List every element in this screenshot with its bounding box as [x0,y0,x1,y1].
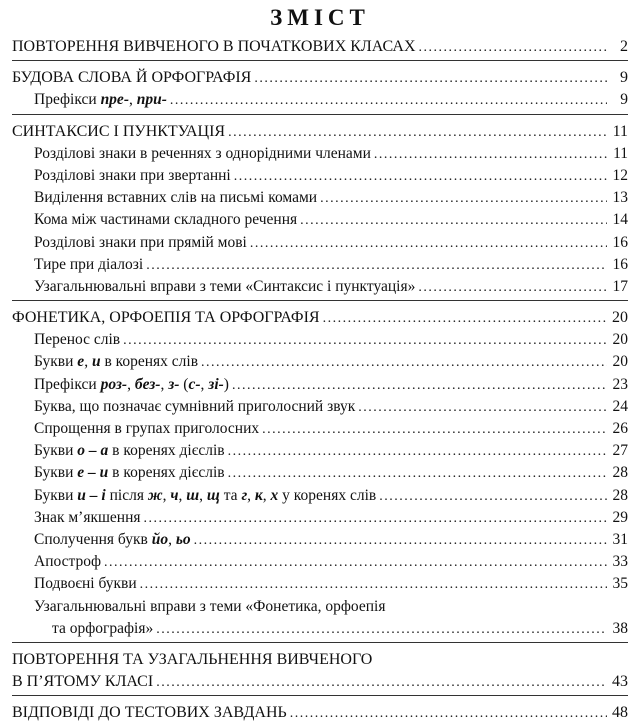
leader-dots [419,37,607,59]
toc-entry-italic: ч [170,486,179,504]
toc-entry-text: В П’ЯТОМУ КЛАСІ [12,673,154,691]
leader-dots [374,144,607,166]
toc-entry-italic: о – а [77,442,109,460]
toc-entry-italic: без- [134,375,161,393]
toc-entry-italic: при- [136,91,167,109]
toc-entry-text: Букви е, и в коренях слів [34,353,199,371]
toc-entry-italic: с- [188,375,201,393]
toc-page-number: 11 [612,122,628,140]
leader-dots [418,277,607,299]
toc-item[interactable] [12,440,628,462]
toc-entry-text: Префікси роз-, без-, з- (с-, зі-) [34,375,229,393]
toc-entry-text: Знак м’якшення [34,508,141,526]
leader-dots [262,419,607,441]
toc-item[interactable] [12,462,628,484]
leader-dots [144,508,607,530]
toc-item[interactable] [12,374,628,396]
toc-item[interactable] [12,209,628,231]
toc-section[interactable] [12,702,628,724]
toc-entry-italic: и – і [77,486,106,504]
toc-entry-italic: е [77,353,85,371]
toc-entry-text: Апостроф [34,553,102,571]
leader-dots [123,330,607,352]
divider [12,695,628,696]
leader-dots [320,188,607,210]
toc-entry-text: Узагальнювальні вправи з теми «Синтаксис і пунктуація» [34,277,416,295]
toc-page-number: 38 [612,619,628,637]
toc-entry-italic: х [270,486,279,504]
leader-dots [228,463,607,485]
toc-entry-text: Буква, що позначає сумнівний приголосний звук [34,397,356,415]
toc-item[interactable] [12,329,628,351]
toc-entry-text: Префікси пре-, при- [34,91,167,109]
toc-item[interactable] [12,485,628,507]
toc-item[interactable] [12,573,628,595]
leader-dots [250,233,607,255]
toc-entry-text: Букви е – и в коренях дієслів [34,464,225,482]
toc-item[interactable] [12,529,628,551]
toc-page-number: 20 [612,353,628,371]
toc-page-number: 2 [620,38,628,55]
leader-dots [201,352,607,374]
toc-entry-italic: г [241,486,248,504]
toc-page-number: 20 [612,331,628,349]
toc-entry-text: ПОВТОРЕННЯ ВИВЧЕНОГО В ПОЧАТКОВИХ КЛАСАХ [12,38,416,55]
toc-item[interactable] [12,165,628,187]
toc-page-number: 31 [612,530,628,548]
leader-dots [254,68,607,90]
toc-page-number: 11 [613,144,628,162]
toc-entry-text: ВІДПОВІДІ ДО ТЕСТОВИХ ЗАВДАНЬ [12,704,287,722]
toc-page-number: 17 [612,277,628,295]
toc-page-number: 20 [612,309,628,327]
toc-entry-italic: йо [151,530,169,548]
toc-item-continuation[interactable] [12,618,628,640]
toc-entry-text: Кома між частинами складного речення [34,211,298,229]
toc-page-number: 12 [612,166,628,184]
toc-entry-text: Виділення вставних слів на письмі комами [34,189,318,207]
leader-dots [194,530,607,552]
divider [12,642,628,643]
leader-dots [300,210,607,232]
toc-entry-text: Узагальнювальні вправи з теми «Фонетика, орфоепія [34,597,386,615]
toc-item[interactable] [12,351,628,373]
toc-page-number: 24 [612,397,628,415]
toc-item[interactable] [12,396,628,418]
divider [12,114,628,115]
leader-dots [170,90,607,112]
leader-dots [379,486,607,508]
toc-section[interactable] [12,121,628,143]
leader-dots [156,672,607,694]
toc-page-number: 35 [612,575,628,593]
toc-entry-text: Подвоєні букви [34,575,137,593]
toc-section[interactable] [12,36,628,58]
toc-page-number: 29 [612,508,628,526]
toc-entry-italic: роз- [100,375,128,393]
toc-page-number: 48 [612,704,628,722]
toc-entry-text: Перенос слів [34,331,121,349]
toc-entry-italic: пре- [100,91,129,109]
toc-entry-italic: ьо [175,530,191,548]
page-title: ЗМІСТ [270,5,370,30]
toc-page-number: 13 [612,189,628,207]
toc-entry-italic: ж [147,486,163,504]
toc-section[interactable] [12,307,628,329]
toc-entry-text: ФОНЕТИКА, ОРФОЕПІЯ ТА ОРФОГРАФІЯ [12,309,320,327]
toc-entry-italic: ш [186,486,200,504]
toc-entry-text: ПОВТОРЕННЯ ТА УЗАГАЛЬНЕННЯ ВИВЧЕНОГО [12,650,373,668]
toc-entry-text: Розділові знаки при прямій мові [34,233,247,251]
divider [12,60,628,61]
toc-page-number: 43 [612,673,628,691]
toc-entry-text: Спрощення в групах приголосних [34,420,260,437]
divider [12,300,628,301]
toc-entry-italic: и [91,353,101,371]
leader-dots [323,308,607,330]
leader-dots [232,375,607,397]
toc-entry-text: БУДОВА СЛОВА Й ОРФОГРАФІЯ [12,69,252,87]
toc-item[interactable] [12,254,628,276]
leader-dots [234,166,607,188]
toc-item[interactable] [12,89,628,111]
toc-section[interactable] [12,67,628,89]
toc-page-number: 33 [612,553,628,571]
toc-page-number: 9 [620,69,628,87]
toc-item[interactable] [12,187,628,209]
toc-entry-text: Розділові знаки при звертанні [34,166,231,184]
leader-dots [228,122,607,144]
toc-item[interactable] [12,143,628,165]
toc-entry-text: Букви и – і після ж, ч, ш, щ та г, к, х у коренях слів [34,486,377,504]
toc-item[interactable] [12,596,628,618]
toc-page-number: 23 [612,375,628,393]
toc-list [12,36,628,724]
toc-section-continuation[interactable] [12,671,628,693]
toc-page-number: 16 [612,255,628,273]
toc-page-number: 16 [612,233,628,251]
toc-item[interactable] [12,418,628,440]
toc-page-number: 9 [620,91,628,109]
toc-entry-italic: з- [168,375,180,393]
toc-page-number: 28 [612,486,628,504]
leader-dots [104,552,607,574]
toc-entry-text: Розділові знаки в реченнях з однорідними членами [34,144,371,162]
leader-dots [228,441,607,463]
toc-entry-text: Букви о – а в коренях дієслів [34,442,225,460]
toc-page-number: 14 [612,211,628,229]
toc-page-number: 28 [612,464,628,482]
toc-item[interactable] [12,276,628,298]
leader-dots [156,619,607,641]
toc-entry-text: СИНТАКСИС І ПУНКТУАЦІЯ [12,122,226,140]
toc-item[interactable] [12,507,628,529]
toc-page-number: 26 [612,420,628,437]
leader-dots [290,703,607,725]
toc-item[interactable] [12,232,628,254]
toc-entry-italic: щ [206,486,220,504]
toc-entry-italic: е – и [77,464,109,482]
toc-entry-text: та орфографія» [52,619,154,637]
toc-page-number: 27 [612,442,628,460]
leader-dots [140,574,607,596]
toc-section[interactable] [12,649,628,671]
leader-dots [358,397,607,419]
toc-item[interactable] [12,551,628,573]
toc-entry-italic: к [254,486,263,504]
toc-entry-text: Сполучення букв йо, ьо [34,530,191,548]
toc-entry-italic: зі- [208,375,224,393]
leader-dots [146,255,607,277]
toc-entry-text: Тире при діалозі [34,255,144,273]
